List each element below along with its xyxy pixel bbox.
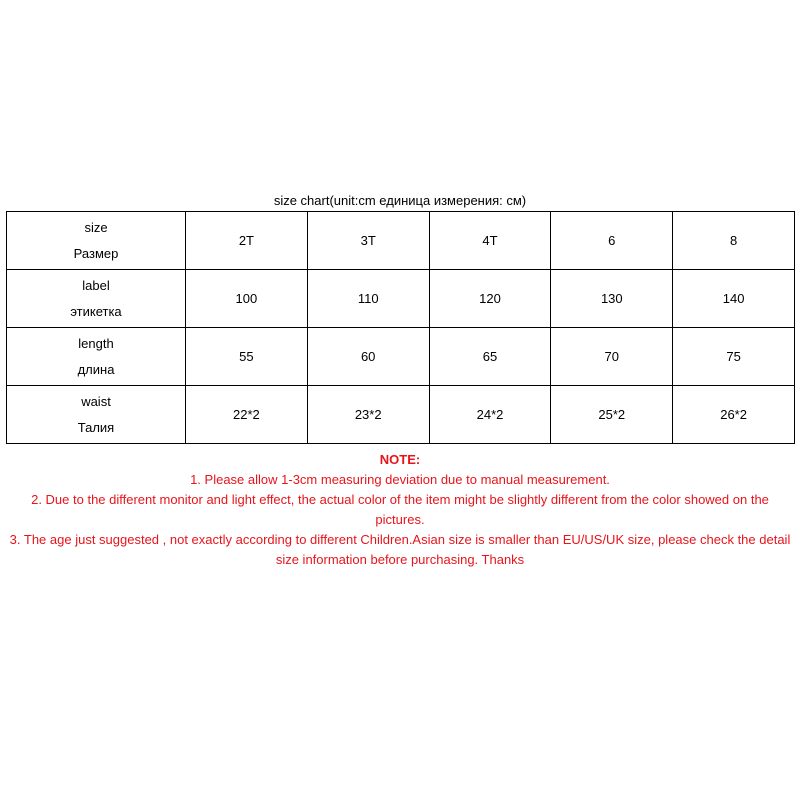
table-cell: 22*2: [186, 386, 308, 444]
size-chart-table: [6, 211, 795, 444]
table-row-length: [7, 328, 795, 386]
table-cell: 3T: [307, 212, 429, 270]
note-line-2: 2. Due to the different monitor and light effect, the actual color of the item might be slightly different from the color showed on the pictures.: [31, 492, 769, 527]
note-heading: NOTE:: [379, 452, 421, 467]
row-header-waist: [7, 386, 186, 444]
row-header-ru: Талия: [77, 419, 115, 435]
table-cell: 23*2: [307, 386, 429, 444]
table-cell: 75: [673, 328, 795, 386]
size-chart-title: size chart(unit:cm единица измерения: см): [273, 193, 527, 208]
table-cell: 110: [307, 270, 429, 328]
table-cell: 140: [673, 270, 795, 328]
table-cell: 120: [429, 270, 551, 328]
row-header-en: label: [82, 277, 110, 293]
table-cell: 70: [551, 328, 673, 386]
table-row-waist: [7, 386, 795, 444]
table-cell: 26*2: [673, 386, 795, 444]
row-header-en: waist: [81, 393, 111, 409]
table-cell: 65: [429, 328, 551, 386]
row-header-ru: этикетка: [70, 303, 122, 319]
table-cell: 60: [307, 328, 429, 386]
table-cell: 2T: [186, 212, 308, 270]
table-cell: 4T: [429, 212, 551, 270]
table-cell: 24*2: [429, 386, 551, 444]
note-line-1: 1. Please allow 1-3cm measuring deviation due to manual measurement.: [190, 472, 610, 487]
row-header-label: [7, 270, 186, 328]
notes-section: [0, 450, 800, 570]
table-cell: 100: [186, 270, 308, 328]
table-cell: 6: [551, 212, 673, 270]
table-cell: 25*2: [551, 386, 673, 444]
row-header-length: [7, 328, 186, 386]
table-row-label: [7, 270, 795, 328]
row-header-ru: длина: [77, 361, 115, 377]
row-header-ru: Размер: [73, 245, 119, 261]
table-cell: 8: [673, 212, 795, 270]
row-header-size: [7, 212, 186, 270]
row-header-en: size: [84, 219, 108, 235]
row-header-en: length: [78, 335, 114, 351]
table-cell: 130: [551, 270, 673, 328]
table-cell: 55: [186, 328, 308, 386]
table-row-size: [7, 212, 795, 270]
note-line-3: 3. The age just suggested , not exactly according to different Children.Asian size is smaller than EU/US/UK size, please check the detail size information before purchasing. Thanks: [9, 532, 791, 567]
